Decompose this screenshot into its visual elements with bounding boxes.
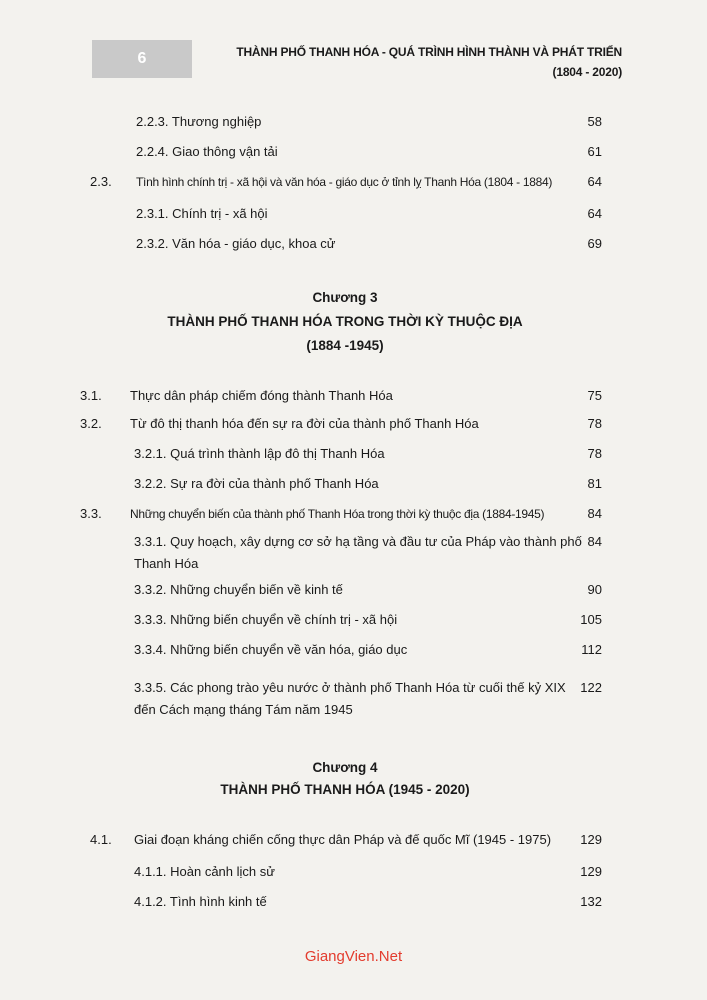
toc-page: 78 [587,446,602,461]
page-number: 6 [92,40,192,78]
toc-title: 2.2.4. Giao thông vận tải [136,144,278,159]
toc-title: 2.3.1. Chính trị - xã hội [136,206,268,221]
toc-number: 3.2. [80,416,102,431]
toc-title: 3.3.5. Các phong trào yêu nước ở thành phố Thanh Hóa từ cuối thế kỷ XIX [134,680,566,695]
toc-title: 4.1.2. Tình hình kinh tế [134,894,267,909]
chapter-4-title: THÀNH PHỐ THANH HÓA (1945 - 2020) [220,782,470,797]
toc-title: Tình hình chính trị - xã hội và văn hóa - giáo dục ở tỉnh lỵ Thanh Hóa (1804 - 1884) [136,175,553,189]
toc-page: 112 [581,642,602,657]
chapter-3-label: Chương 3 [312,290,378,305]
toc-page: 105 [580,612,602,627]
toc-title-continued: đến Cách mạng tháng Tám năm 1945 [134,702,353,717]
toc-title: Những chuyển biến của thành phố Thanh Hóa trong thời kỳ thuộc địa (1884-1945) [130,507,545,521]
toc-number: 2.3. [90,174,112,189]
toc-page: 69 [587,236,602,251]
toc-number: 3.1. [80,388,102,403]
toc-title: 3.3.3. Những biến chuyển về chính trị - xã hội [134,612,398,627]
toc-entry [80,532,602,576]
toc-page: 129 [580,832,602,847]
toc-title: 3.2.2. Sự ra đời của thành phố Thanh Hóa [134,476,379,491]
chapter-3-years: (1884 -1945) [306,338,384,353]
toc-page: 81 [587,476,602,491]
toc-number: 3.3. [80,506,102,521]
running-header-years: (1804 - 2020) [552,65,622,79]
toc-page: 84 [587,534,602,549]
toc-page: 129 [580,864,602,879]
toc-page: 61 [587,144,602,159]
toc-entry [80,678,602,722]
toc-title: 3.3.4. Những biến chuyển về văn hóa, giáo dục [134,642,408,657]
toc-title: 2.3.2. Văn hóa - giáo dục, khoa cử [136,236,336,251]
toc-title: Giai đoạn kháng chiến cống thực dân Pháp và đế quốc Mĩ (1945 - 1975) [134,832,552,847]
toc-title: 3.2.1. Quá trình thành lập đô thị Thanh Hóa [134,446,385,461]
toc-title: 4.1.1. Hoàn cảnh lịch sử [134,864,275,879]
toc-title: Từ đô thị thanh hóa đến sự ra đời của thành phố Thanh Hóa [130,416,479,431]
chapter-3-title: THÀNH PHỐ THANH HÓA TRONG THỜI KỲ THUỘC ĐỊA [167,314,523,329]
toc-page: 84 [587,506,602,521]
running-header-title: THÀNH PHỐ THANH HÓA - QUÁ TRÌNH HÌNH THÀNH VÀ PHÁT TRIỂN [236,45,622,59]
toc-page: 75 [587,388,602,403]
toc-page: 132 [580,894,602,909]
toc-title: 3.3.1. Quy hoạch, xây dựng cơ sở hạ tầng và đầu tư của Pháp vào thành phố [134,534,582,549]
chapter-4-label: Chương 4 [312,760,378,775]
toc-title-continued: Thanh Hóa [134,556,199,571]
toc-page: 64 [587,206,602,221]
toc-page: 90 [587,582,602,597]
toc-number: 4.1. [90,832,112,847]
toc-page: 122 [580,680,602,695]
toc-title: 3.3.2. Những chuyển biến về kinh tế [134,582,343,597]
toc-title: Thực dân pháp chiếm đóng thành Thanh Hóa [130,388,393,403]
toc-page: 58 [587,114,602,129]
running-header [230,42,622,82]
toc-page: 64 [587,174,602,189]
watermark-text: GiangVien.Net [304,948,403,965]
toc-title: 2.2.3. Thương nghiệp [136,114,262,129]
toc-page: 78 [587,416,602,431]
